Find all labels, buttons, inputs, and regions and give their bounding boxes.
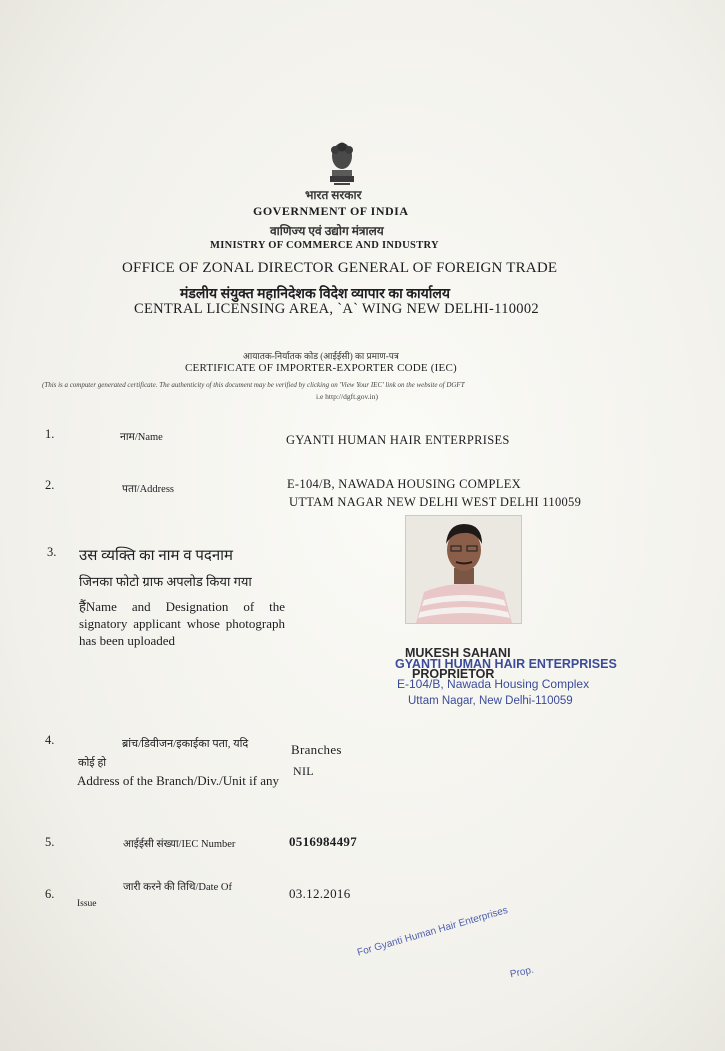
licensing-area-heading: CENTRAL LICENSING AREA, `A` WING NEW DELHI-110002: [134, 301, 539, 317]
stamp-company-name: GYANTI HUMAN HAIR ENTERPRISES: [395, 657, 617, 671]
field-number-2: 2.: [45, 478, 55, 492]
hindi-certificate-title: आयातक-निर्यातक कोड (आईईसी) का प्रमाण-पत्र: [243, 351, 399, 361]
signature-stamp-line-1: For Gyanti Human Hair Enterprises: [356, 904, 510, 959]
government-heading: GOVERNMENT OF INDIA: [253, 204, 409, 218]
field-number-4: 4.: [45, 733, 55, 747]
hindi-government-heading: भारत सरकार: [305, 188, 362, 202]
certificate-title: CERTIFICATE OF IMPORTER-EXPORTER CODE (IEC): [185, 362, 457, 374]
iec-number-label: आईईसी संख्या/IEC Number: [123, 839, 236, 850]
signatory-label: हैंName and Designation of the signatory applicant whose photograph has been uploaded: [79, 599, 285, 649]
branch-label: Address of the Branch/Div./Unit if any: [77, 773, 280, 788]
issue-date-value: 03.12.2016: [289, 886, 351, 901]
hindi-ministry-heading: वाणिज्य एवं उद्योग मंत्रालय: [270, 224, 384, 238]
signature-stamp-line-2: Prop.: [509, 964, 535, 981]
signatory-name: MUKESH SAHANI: [405, 646, 511, 660]
address-label: पता/Address: [122, 484, 174, 495]
iec-number-value: 0516984497: [289, 834, 357, 849]
hindi-office-heading: मंडलीय संयुक्त महानिदेशक विदेश व्यापार का कार्यालय: [180, 287, 451, 302]
name-value: GYANTI HUMAN HAIR ENTERPRISES: [286, 433, 510, 447]
office-heading: OFFICE OF ZONAL DIRECTOR GENERAL OF FOREIGN TRADE: [122, 260, 558, 276]
dgft-link-note: i.e http://dgft.gov.in): [316, 392, 379, 401]
signatory-designation: PROPRIETOR: [412, 667, 495, 681]
field-number-5: 5.: [45, 835, 55, 849]
issue-date-label: जारी करने की तिथि/Date Of: [123, 882, 232, 893]
issue-date-label-continued: Issue: [77, 899, 97, 909]
address-line-1: E-104/B, NAWADA HOUSING COMPLEX: [287, 477, 521, 491]
stamp-address-line-2: Uttam Nagar, New Delhi-110059: [408, 695, 573, 707]
ministry-heading: MINISTRY OF COMMERCE AND INDUSTRY: [210, 240, 439, 251]
branch-hindi-line-2: कोई हो: [78, 757, 107, 769]
applicant-portrait-icon: [406, 516, 521, 623]
field-number-3: 3.: [47, 545, 57, 559]
field-number-1: 1.: [45, 427, 55, 441]
national-emblem-icon: [322, 140, 362, 186]
applicant-photo: [405, 515, 522, 624]
branches-heading: Branches: [291, 742, 342, 757]
field-number-6: 6.: [45, 887, 55, 901]
address-line-2: UTTAM NAGAR NEW DELHI WEST DELHI 110059: [289, 495, 582, 509]
authenticity-note: (This is a computer generated certificate. The authenticity of this document may be verified by clicking on 'View Your IEC' link on the website of DGFT: [42, 380, 465, 389]
name-label: नाम/Name: [120, 432, 163, 443]
stamp-address-line-1: E-104/B, Nawada Housing Complex: [397, 677, 590, 691]
branches-value: NIL: [293, 764, 314, 778]
branch-hindi-line-1: ब्रांच/डिवीजन/इकाईका पता, यदि: [122, 738, 249, 750]
signatory-hindi-line-1: उस व्यक्ति का नाम व पदनाम: [79, 548, 234, 564]
signatory-hindi-line-2: जिनका फोटो ग्राफ अपलोड किया गया: [79, 574, 252, 589]
